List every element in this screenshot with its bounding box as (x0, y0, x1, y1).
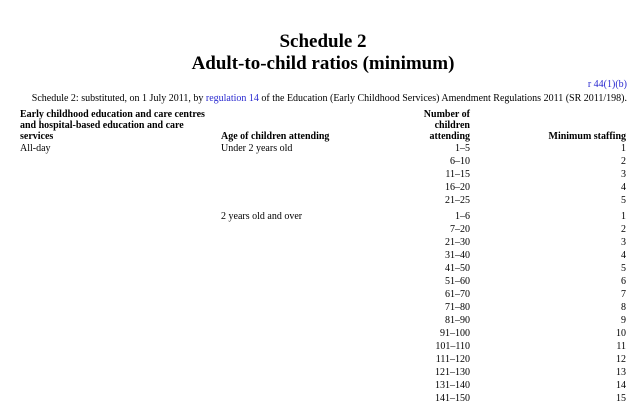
cell-staff: 1 (621, 211, 626, 222)
schedule-title: Schedule 2 (279, 31, 367, 52)
cell-children: 61–70 (445, 289, 470, 300)
cell-service (18, 194, 219, 207)
table-row (18, 155, 628, 168)
cell-age (219, 366, 393, 379)
cell-children: 91–100 (440, 328, 470, 339)
cell-age: Under 2 years old (221, 143, 293, 154)
cell-staff: 8 (621, 302, 626, 313)
cell-staff: 4 (621, 250, 626, 261)
table-row (18, 207, 628, 223)
cell-age (219, 236, 393, 249)
cell-staff: 1 (621, 143, 626, 154)
cell-service (18, 168, 219, 181)
cell-service (18, 379, 219, 392)
cell-children: 141–150 (435, 393, 470, 404)
table-row (18, 181, 628, 194)
cell-service (18, 340, 219, 353)
table-row (18, 340, 628, 353)
regulation-link[interactable]: regulation 14 (205, 93, 259, 104)
table-row (18, 301, 628, 314)
cell-children: 7–20 (450, 224, 470, 235)
cell-children: 21–30 (445, 237, 470, 248)
amendment-note (32, 93, 627, 105)
cell-age (219, 301, 393, 314)
cell-staff: 4 (621, 182, 626, 193)
cell-children: 81–90 (445, 315, 470, 326)
table-row (18, 392, 628, 405)
cell-service (18, 327, 219, 340)
cell-service (18, 275, 219, 288)
cell-age (219, 288, 393, 301)
table-row (18, 223, 628, 236)
cell-staff: 13 (616, 367, 626, 378)
table-row (18, 168, 628, 181)
cell-service (18, 392, 219, 405)
cell-age (219, 392, 393, 405)
table-row (18, 327, 628, 340)
table-row (18, 288, 628, 301)
cell-staff: 15 (616, 393, 626, 404)
cell-children: 41–50 (445, 263, 470, 274)
table-row (18, 314, 628, 327)
cell-children: 16–20 (445, 182, 470, 193)
cell-children: 121–130 (435, 367, 470, 378)
cell-service (18, 301, 219, 314)
note-prefix: Schedule 2: substituted, on 1 July 2011, by (31, 93, 206, 104)
cell-staff: 7 (621, 289, 626, 300)
cell-age (219, 194, 393, 207)
cell-children: 101–110 (435, 341, 470, 352)
table-row (18, 366, 628, 379)
cell-staff: 11 (616, 341, 626, 352)
cell-service (18, 353, 219, 366)
cell-service (18, 181, 219, 194)
table-row (18, 142, 628, 155)
cell-children: 31–40 (445, 250, 470, 261)
cell-children: 11–15 (445, 169, 470, 180)
cell-children: 21–25 (445, 195, 470, 206)
cell-children: 1–6 (455, 211, 470, 222)
cell-age (219, 340, 393, 353)
schedule-subtitle: Adult-to-child ratios (minimum) (191, 53, 455, 74)
cell-age (219, 181, 393, 194)
cell-service (18, 288, 219, 301)
cell-staff: 2 (621, 156, 626, 167)
cell-staff: 5 (621, 195, 626, 206)
cell-service (18, 207, 219, 223)
cell-service (18, 366, 219, 379)
header-staffing: Minimum staffing (548, 131, 626, 142)
table-row (18, 236, 628, 249)
cell-age (219, 262, 393, 275)
cell-age (219, 327, 393, 340)
cell-children: 131–140 (435, 380, 470, 391)
cell-age (219, 275, 393, 288)
ratios-table (18, 109, 628, 405)
note-suffix: of the Education (Early Childhood Services) Amendment Regulations 2011 (SR 2011/198). (258, 93, 627, 104)
cell-age (219, 353, 393, 366)
table-row (18, 249, 628, 262)
cell-staff: 10 (616, 328, 626, 339)
cell-age (219, 379, 393, 392)
cell-staff: 12 (616, 354, 626, 365)
table-row (18, 379, 628, 392)
cell-children: 111–120 (435, 354, 470, 365)
cell-service (18, 155, 219, 168)
cell-age (219, 155, 393, 168)
header-service: Early childhood education and care centres and hospital-based education and care services (20, 109, 205, 142)
cell-staff: 2 (621, 224, 626, 235)
cell-age (219, 314, 393, 327)
cell-age (219, 168, 393, 181)
table-row (18, 275, 628, 288)
cell-children: 71–80 (445, 302, 470, 313)
cell-staff: 5 (621, 263, 626, 274)
table-row (18, 262, 628, 275)
cell-age (219, 223, 393, 236)
cell-service (18, 314, 219, 327)
table-header-row (18, 109, 628, 142)
table-row (18, 194, 628, 207)
regulation-reference-link[interactable]: r 44(1)(b) (587, 79, 627, 90)
table-row (18, 353, 628, 366)
cell-staff: 9 (621, 315, 626, 326)
cell-staff: 6 (621, 276, 626, 287)
cell-children: 6–10 (450, 156, 470, 167)
cell-service (18, 236, 219, 249)
cell-staff: 3 (621, 169, 626, 180)
cell-service (18, 262, 219, 275)
cell-service (18, 249, 219, 262)
cell-staff: 3 (621, 237, 626, 248)
cell-staff: 14 (616, 380, 626, 391)
cell-age: 2 years old and over (221, 211, 303, 222)
cell-service (18, 223, 219, 236)
cell-children: 1–5 (455, 143, 470, 154)
header-age: Age of children attending (221, 131, 330, 142)
cell-age (219, 249, 393, 262)
cell-service: All-day (20, 143, 51, 154)
cell-children: 51–60 (445, 276, 470, 287)
header-children: Number of children attending (423, 109, 470, 142)
